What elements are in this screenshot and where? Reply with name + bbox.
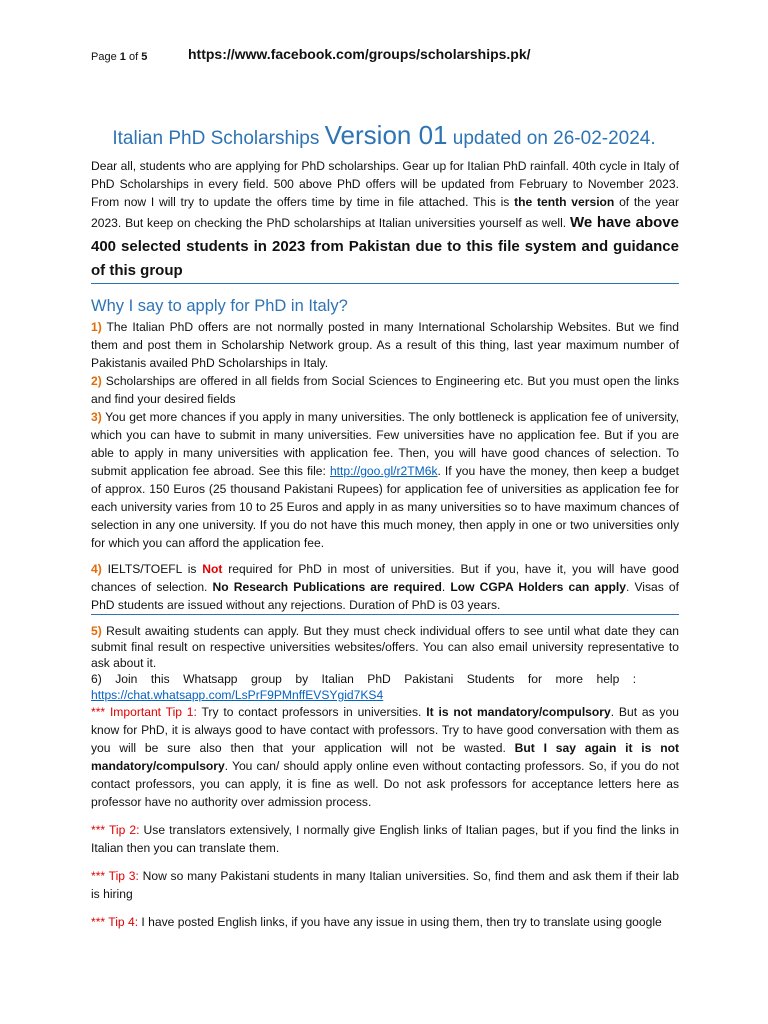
list-item: 3) You get more chances if you apply in many universities. The only bottleneck is application fee of university, which you can have to submit in many universities. Few universities have no application fee. But if you are able to apply in many universities with application fee. Then, you will have good chances of selection. To submit application fee abroad. See this file: http://goo.gl/r2TM6k. If you have the money, then keep a budget of approx. 150 Euros (25 thousand Pakistani Rupees) for application fee of universities as application fee for each university varies from 10 to 25 Euros and apply in as many universities so to have maximum chances of selection in any one university. If you do not have this much money, then apply in one or two universities only for which you can afford the application fee. (91, 410, 679, 550)
list-item: 5) Result awaiting students can apply. But they must check individual offers to see until what date they can submit final result on respective universities websites/offers. You can also email university representative to ask about it. (91, 624, 679, 670)
tip-4: *** Tip 4: I have posted English links, if you have any issue in using them, then try to translate using google (91, 915, 662, 929)
tip-3: *** Tip 3: Now so many Pakistani students in many Italian universities. So, find them and ask them if their lab is hiring (91, 869, 679, 901)
tip-2: *** Tip 2: Use translators extensively, I normally give English links of Italian pages, but if you find the links in Italian then you can translate them. (91, 823, 680, 855)
application-fee-link[interactable]: http://goo.gl/r2TM6k (329, 464, 438, 478)
header-url: https://www.facebook.com/groups/scholarships.pk/ (188, 46, 531, 62)
list-item: 1) The Italian PhD offers are not normally posted in many International Scholarship Websites. But we find them and post them in Scholarship Network group. As a result of this thing, last year maximum number of Pakistanis availed PhD Scholarships in Italy. (91, 320, 679, 370)
list-item (91, 687, 679, 703)
list-item: 2) Scholarships are offered in all fields from Social Sciences to Engineering etc. But you must open the links and find your desired fields (91, 374, 679, 406)
page-number: Page 1 of 5 (91, 51, 148, 63)
document-title: Italian PhD Scholarships Version 01 updated on 26-02-2024. (112, 120, 656, 150)
list-item: 6) Join this Whatsapp group by Italian PhD Pakistani Students for more help : (91, 672, 637, 686)
reasons-list (91, 318, 679, 931)
list-item: 4) IELTS/TOEFL is Not required for PhD in most of universities. But if you, have it, you will have good chances of selection. No Research Publications are required. Low CGPA Holders can apply. Visas of PhD students are issued without any rejections. Duration of PhD is 03 years. (91, 560, 679, 615)
whatsapp-group-link[interactable]: https://chat.whatsapp.com/LsPrF9PMnffEVSYgid7KS4 (91, 688, 384, 702)
intro-paragraph: Dear all, students who are applying for PhD scholarships. Gear up for Italian PhD rainfall. 40th cycle in Italy of PhD Scholarships in every field. 500 above PhD offers will be updated from February to November 2023. From now I will try to update the offers time by time in file attached. This is the tenth version of the year 2023. But keep on checking the PhD scholarships at Italian universities yourself as well. We have above 400 selected students in 2023 from Pakistan due to this file system and guidance of this group (91, 157, 679, 284)
tip-1: *** Important Tip 1: Try to contact professors in universities. It is not mandatory/compulsory. But as you know for PhD, it is always good to have contact with professors. Try to have good conversation with them as you will be sure also then that your application will not be wasted. But I say again it is not mandatory/compulsory. You can/ should apply online even without contacting professors. So, if you do not contact professors, you can apply, it is fine as well. Do not ask professors for acceptance letters here as professor have no authority over admission process. (91, 705, 679, 809)
page-header (91, 46, 691, 70)
section-heading: Why I say to apply for PhD in Italy? (91, 297, 348, 315)
